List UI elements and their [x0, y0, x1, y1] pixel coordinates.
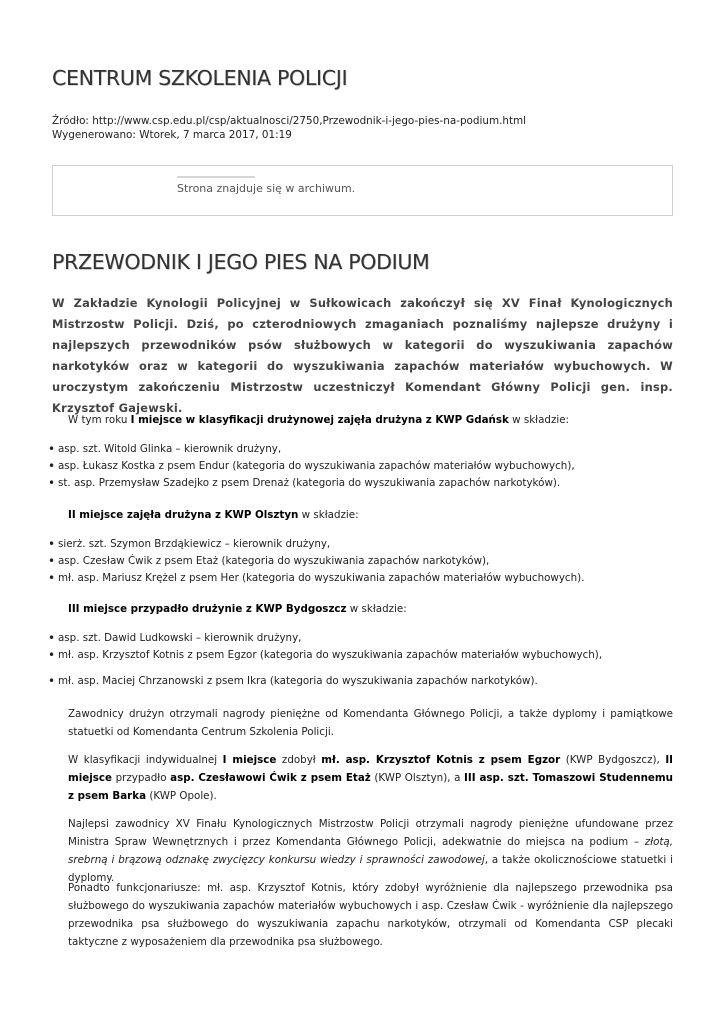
team3-intro: III miejsce przypadło drużynie z KWP Bydgoszcz w składzie: — [68, 603, 407, 615]
list-item: • mł. asp. Mariusz Krężel z psem Her (kategoria do wyszukiwania zapachów materiałów wybuchowych). — [48, 570, 678, 587]
archive-notice-box — [52, 165, 673, 216]
team3-members — [48, 630, 678, 690]
archive-notice: Strona znajduje się w archiwum. — [177, 182, 356, 195]
individual-classification: W klasyfikacji indywidualnej I miejsce zdobył mł. asp. Krzysztof Kotnis z psem Egzor (KWP Bydgoszcz), II miejsce przypadło asp. Czesławowi Ćwik z psem Etaż (KWP Olsztyn), a III asp. szt. Tomaszowi Studennemu z psem Barka (KWP Opole). — [68, 754, 674, 802]
list-item: • mł. asp. Krzysztof Kotnis z psem Egzor (kategoria do wyszukiwania zapachów materiałów wybuchowych), — [48, 647, 678, 664]
prizes-paragraph: Zawodnicy drużyn otrzymali nagrody pieniężne od Komendanta Głównego Policji, a także dyplomy i pamiątkowe statuetki od Komendanta Centrum Szkolenia Policji. — [68, 708, 673, 738]
list-item: • st. asp. Przemysław Szadejko z psem Drenaż (kategoria do wyszukiwania zapachów narkotyków). — [48, 475, 678, 492]
site-title: CENTRUM SZKOLENIA POLICJI — [52, 66, 348, 90]
generated-date: Wygenerowano: Wtorek, 7 marca 2017, 01:19 — [52, 129, 292, 141]
list-item: • asp. szt. Witold Glinka – kierownik drużyny, — [48, 441, 678, 458]
list-item: • mł. asp. Maciej Chrzanowski z psem Ikra (kategoria do wyszukiwania zapachów narkotyków). — [48, 673, 678, 690]
team2-members — [48, 536, 678, 587]
list-item: • asp. Łukasz Kostka z psem Endur (kategoria do wyszukiwania zapachów materiałów wybuchowych), — [48, 458, 678, 475]
list-item: • sierż. szt. Szymon Brzdąkiewicz – kierownik drużyny, — [48, 536, 678, 553]
article-lead: W Zakładzie Kynologii Policyjnej w Sułkowicach zakończył się XV Finał Kynologicznych Mistrzostw Policji. Dziś, po czterodniowych zmaganiach poznaliśmy najlepsze drużyny i najlepszych przewodników psów służbowych w kategorii do wyszukiwania zapachów narkotyków oraz w kategorii do wyszukiwania zapachów materiałów wybuchowych. W uroczystym zakończeniu Mistrzostw uczestniczył Komendant Główny Policji gen. insp. Krzysztof Gajewski. — [52, 296, 673, 415]
source-url[interactable]: Źródło: http://www.csp.edu.pl/csp/aktualnosci/2750,Przewodnik-i-jego-pies-na-podium.html — [52, 115, 527, 127]
archive-divider — [177, 176, 255, 178]
list-item: • asp. Czesław Ćwik z psem Etaż (kategoria do wyszukiwania zapachów narkotyków), — [48, 553, 678, 570]
awards-paragraph: Najlepsi zawodnicy XV Finału Kynologicznych Mistrzostw Policji otrzymali nagrody pieniężne ufundowane przez Ministra Spraw Wewnętrznych i przez Komendanta Głównego Policji, adekwatnie do miejsca na podium – złotą, srebrną i brązową odznakę zwycięzcy konkursu wiedzy i sprawności zawodowej, a także okolicznościowe statuetki i dyplomy. — [68, 818, 673, 884]
team1-members — [48, 441, 678, 492]
extra-awards-paragraph: Ponadto funkcjonariusze: mł. asp. Krzysztof Kotnis, który zdobył wyróżnienie dla najlepszego przewodnika psa służbowego do wyszukiwania zapachów materiałów wybuchowych i asp. Czesław Ćwik - wyróżnienie dla najlepszego przewodnika psa służbowego do wyszukiwania zapachu narkotyków, otrzymali od Komendanta CSP plecaki taktyczne z wyposażeniem dla przewodnika psa służbowego. — [68, 882, 673, 948]
list-item: • asp. szt. Dawid Ludkowski – kierownik drużyny, — [48, 630, 678, 647]
document-meta — [52, 114, 526, 142]
article-title: PRZEWODNIK I JEGO PIES NA PODIUM — [52, 250, 430, 274]
team2-intro: II miejsce zajęła drużyna z KWP Olsztyn w składzie: — [68, 509, 359, 521]
team1-intro: W tym roku I miejsce w klasyfikacji drużynowej zajęła drużyna z KWP Gdańsk w składzie: — [68, 414, 570, 426]
